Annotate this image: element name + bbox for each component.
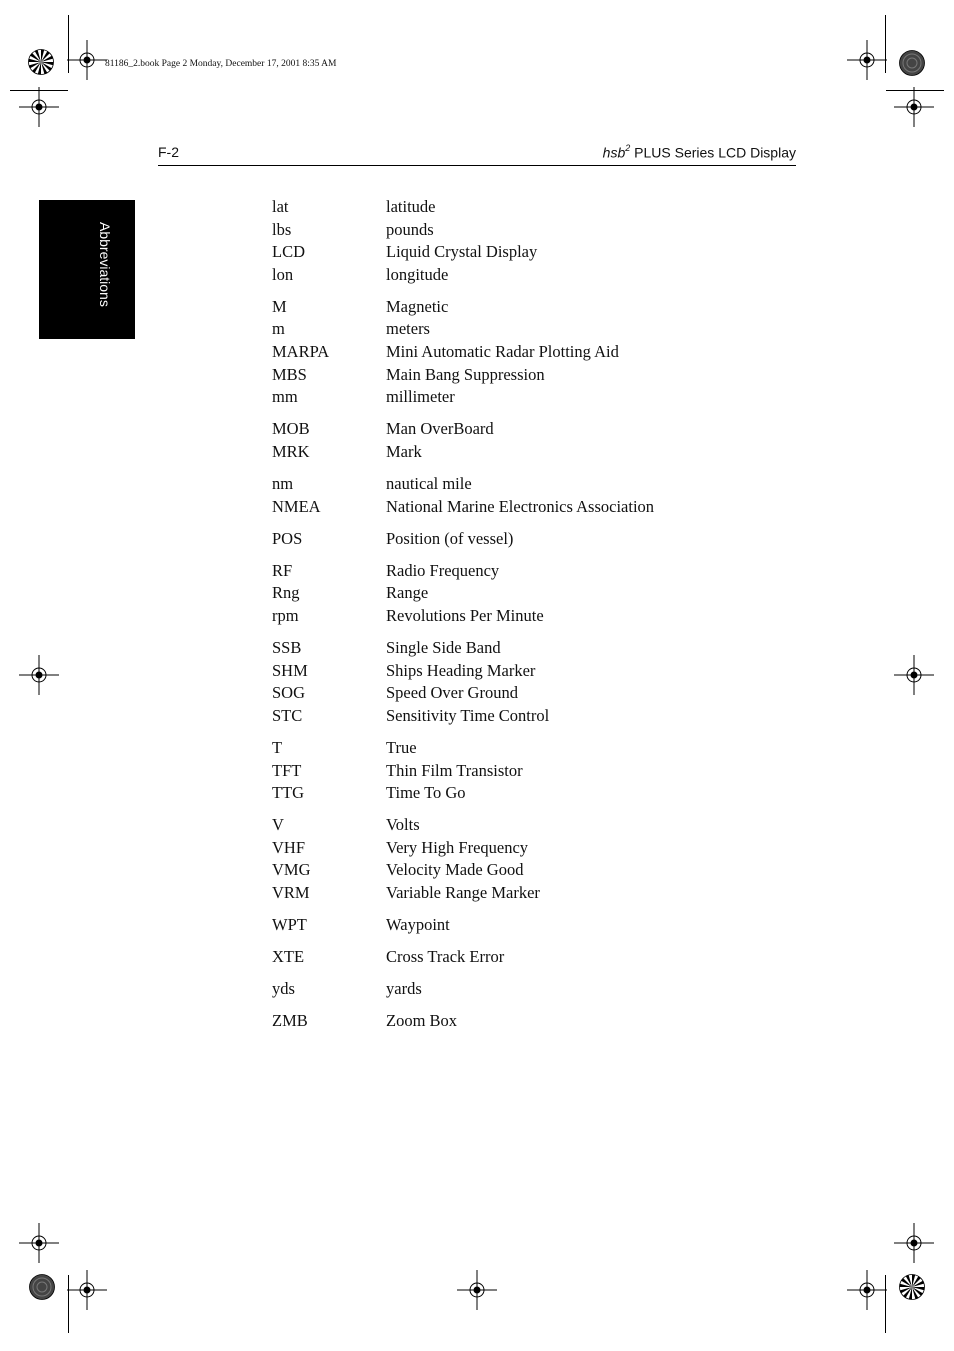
abbreviation-term: POS	[272, 528, 303, 548]
abbreviation-term: Rng	[272, 583, 300, 603]
abbreviation-entry	[272, 341, 792, 364]
abbreviation-meaning: meters	[386, 319, 430, 339]
abbreviation-term: V	[272, 815, 284, 835]
abbreviation-entry	[272, 1010, 792, 1033]
abbreviation-entry	[272, 978, 792, 1001]
abbreviation-term: VHF	[272, 837, 306, 857]
abbreviation-entry	[272, 241, 792, 264]
abbreviation-group	[272, 196, 792, 286]
registration-mark-icon	[19, 655, 59, 695]
abbreviation-entry	[272, 859, 792, 882]
abbreviation-meaning: Zoom Box	[386, 1011, 458, 1031]
abbreviation-group	[272, 418, 792, 463]
abbreviation-group	[272, 637, 792, 727]
running-header	[158, 143, 796, 166]
star-target-icon	[28, 49, 54, 75]
abbreviation-meaning: Waypoint	[386, 915, 450, 935]
abbreviation-term: MARPA	[272, 342, 330, 362]
abbreviation-group	[272, 914, 792, 937]
document-title	[603, 144, 796, 161]
abbreviation-term: LCD	[272, 242, 305, 262]
abbreviation-entry	[272, 528, 792, 551]
abbreviation-meaning: Position (of vessel)	[386, 528, 514, 548]
section-thumb-tab	[39, 200, 135, 339]
abbreviation-term: SHM	[272, 660, 308, 680]
abbreviation-entry	[272, 882, 792, 905]
abbreviation-meaning: National Marine Electronics Association	[386, 496, 655, 516]
abbreviation-term: M	[272, 296, 287, 316]
abbreviation-term: STC	[272, 705, 303, 725]
abbreviation-term: SOG	[272, 683, 306, 703]
section-thumb-tab-label: Abbreviations	[97, 222, 113, 307]
abbreviation-entry	[272, 441, 792, 464]
abbreviation-entry	[272, 496, 792, 519]
abbreviation-meaning: True	[386, 737, 417, 757]
title-brand: hsb	[602, 144, 626, 161]
abbreviation-term: RF	[272, 560, 293, 580]
abbreviation-entry	[272, 296, 792, 319]
abbreviation-entry	[272, 660, 792, 683]
abbreviation-entry	[272, 682, 792, 705]
abbreviation-meaning: Ships Heading Marker	[386, 660, 536, 680]
abbreviation-group	[272, 528, 792, 551]
abbreviation-list	[272, 196, 792, 1043]
abbreviation-term: VRM	[272, 883, 310, 903]
abbreviation-group	[272, 946, 792, 969]
registration-mark-icon	[67, 40, 107, 80]
abbreviation-meaning: latitude	[386, 197, 436, 216]
abbreviation-entry	[272, 705, 792, 728]
registration-mark-icon	[19, 1223, 59, 1263]
abbreviation-term: mm	[272, 387, 298, 407]
abbreviation-entry	[272, 605, 792, 628]
registration-mark-icon	[457, 1270, 497, 1310]
registration-mark-icon	[894, 655, 934, 695]
abbreviation-term: VMG	[272, 860, 311, 880]
abbreviation-meaning: Variable Range Marker	[386, 883, 540, 903]
title-rest: PLUS Series LCD Display	[630, 144, 796, 161]
abbreviation-entry	[272, 914, 792, 937]
abbreviation-term: yds	[272, 979, 295, 999]
abbreviation-entry	[272, 637, 792, 660]
dark-target-icon	[899, 50, 925, 76]
abbreviation-meaning: Speed Over Ground	[386, 683, 518, 703]
abbreviation-meaning: Revolutions Per Minute	[386, 606, 544, 625]
abbreviation-term: T	[272, 737, 283, 757]
registration-mark-icon	[847, 40, 887, 80]
abbreviation-entry	[272, 946, 792, 969]
abbreviation-term: lbs	[272, 219, 292, 239]
abbreviation-term: MBS	[272, 364, 307, 384]
abbreviation-meaning: Very High Frequency	[386, 837, 529, 857]
abbreviation-entry	[272, 318, 792, 341]
registration-mark-icon	[19, 87, 59, 127]
abbreviation-meaning: yards	[386, 979, 422, 999]
abbreviation-meaning: Sensitivity Time Control	[386, 705, 550, 725]
registration-mark-icon	[67, 1270, 107, 1310]
abbreviation-entry	[272, 196, 792, 219]
abbreviation-term: nm	[272, 474, 294, 494]
abbreviation-group	[272, 560, 792, 628]
abbreviation-entry	[272, 386, 792, 409]
abbreviation-meaning: Velocity Made Good	[386, 860, 524, 880]
abbreviation-group	[272, 1010, 792, 1033]
abbreviation-term: SSB	[272, 638, 302, 658]
dark-target-icon	[29, 1274, 55, 1300]
abbreviation-entry	[272, 782, 792, 805]
abbreviation-entry	[272, 473, 792, 496]
abbreviation-term: WPT	[272, 915, 307, 935]
abbreviation-entry	[272, 560, 792, 583]
abbreviation-meaning: Time To Go	[386, 783, 466, 803]
abbreviation-group	[272, 814, 792, 904]
abbreviation-term: rpm	[272, 606, 299, 625]
print-slug: 81186_2.book Page 2 Monday, December 17, 2001 8:35 AM	[105, 59, 337, 69]
abbreviation-entry	[272, 364, 792, 387]
abbreviation-meaning: Mini Automatic Radar Plotting Aid	[386, 342, 619, 362]
registration-mark-icon	[894, 1223, 934, 1263]
abbreviation-meaning: Radio Frequency	[386, 560, 500, 580]
abbreviation-meaning: longitude	[386, 264, 449, 284]
abbreviation-group	[272, 978, 792, 1001]
abbreviation-meaning: millimeter	[386, 387, 455, 407]
abbreviation-term: ZMB	[272, 1011, 308, 1031]
abbreviation-entry	[272, 837, 792, 860]
abbreviation-term: MRK	[272, 441, 310, 461]
title-superscript: 2	[625, 143, 631, 153]
abbreviation-meaning: Mark	[386, 441, 422, 461]
abbreviation-group	[272, 473, 792, 518]
abbreviation-meaning: Thin Film Transistor	[386, 760, 523, 780]
abbreviation-term: TFT	[272, 760, 302, 780]
abbreviation-term: NMEA	[272, 496, 321, 516]
abbreviation-term: lon	[272, 264, 294, 284]
abbreviation-meaning: Range	[386, 583, 429, 603]
abbreviation-meaning: Man OverBoard	[386, 419, 494, 439]
abbreviation-entry	[272, 582, 792, 605]
abbreviation-entry	[272, 814, 792, 837]
registration-mark-icon	[847, 1270, 887, 1310]
abbreviation-meaning: Magnetic	[386, 296, 449, 316]
abbreviation-term: lat	[272, 197, 289, 216]
abbreviation-meaning: Volts	[386, 815, 420, 835]
page-number: F-2	[158, 144, 179, 160]
abbreviation-meaning: Single Side Band	[386, 638, 501, 658]
abbreviation-group	[272, 737, 792, 805]
abbreviation-term: MOB	[272, 419, 310, 439]
abbreviation-entry	[272, 418, 792, 441]
abbreviation-term: XTE	[272, 947, 305, 967]
registration-mark-icon	[894, 87, 934, 127]
abbreviation-entry	[272, 737, 792, 760]
abbreviation-term: TTG	[272, 783, 305, 803]
abbreviation-meaning: pounds	[386, 219, 434, 239]
abbreviation-entry	[272, 219, 792, 242]
abbreviation-entry	[272, 264, 792, 287]
abbreviation-entry	[272, 760, 792, 783]
abbreviation-meaning: nautical mile	[386, 474, 472, 494]
abbreviation-meaning: Main Bang Suppression	[386, 364, 545, 384]
abbreviation-meaning: Liquid Crystal Display	[386, 242, 538, 262]
abbreviation-meaning: Cross Track Error	[386, 947, 505, 967]
star-target-icon	[899, 1274, 925, 1300]
abbreviation-term: m	[272, 319, 285, 339]
abbreviation-group	[272, 296, 792, 409]
